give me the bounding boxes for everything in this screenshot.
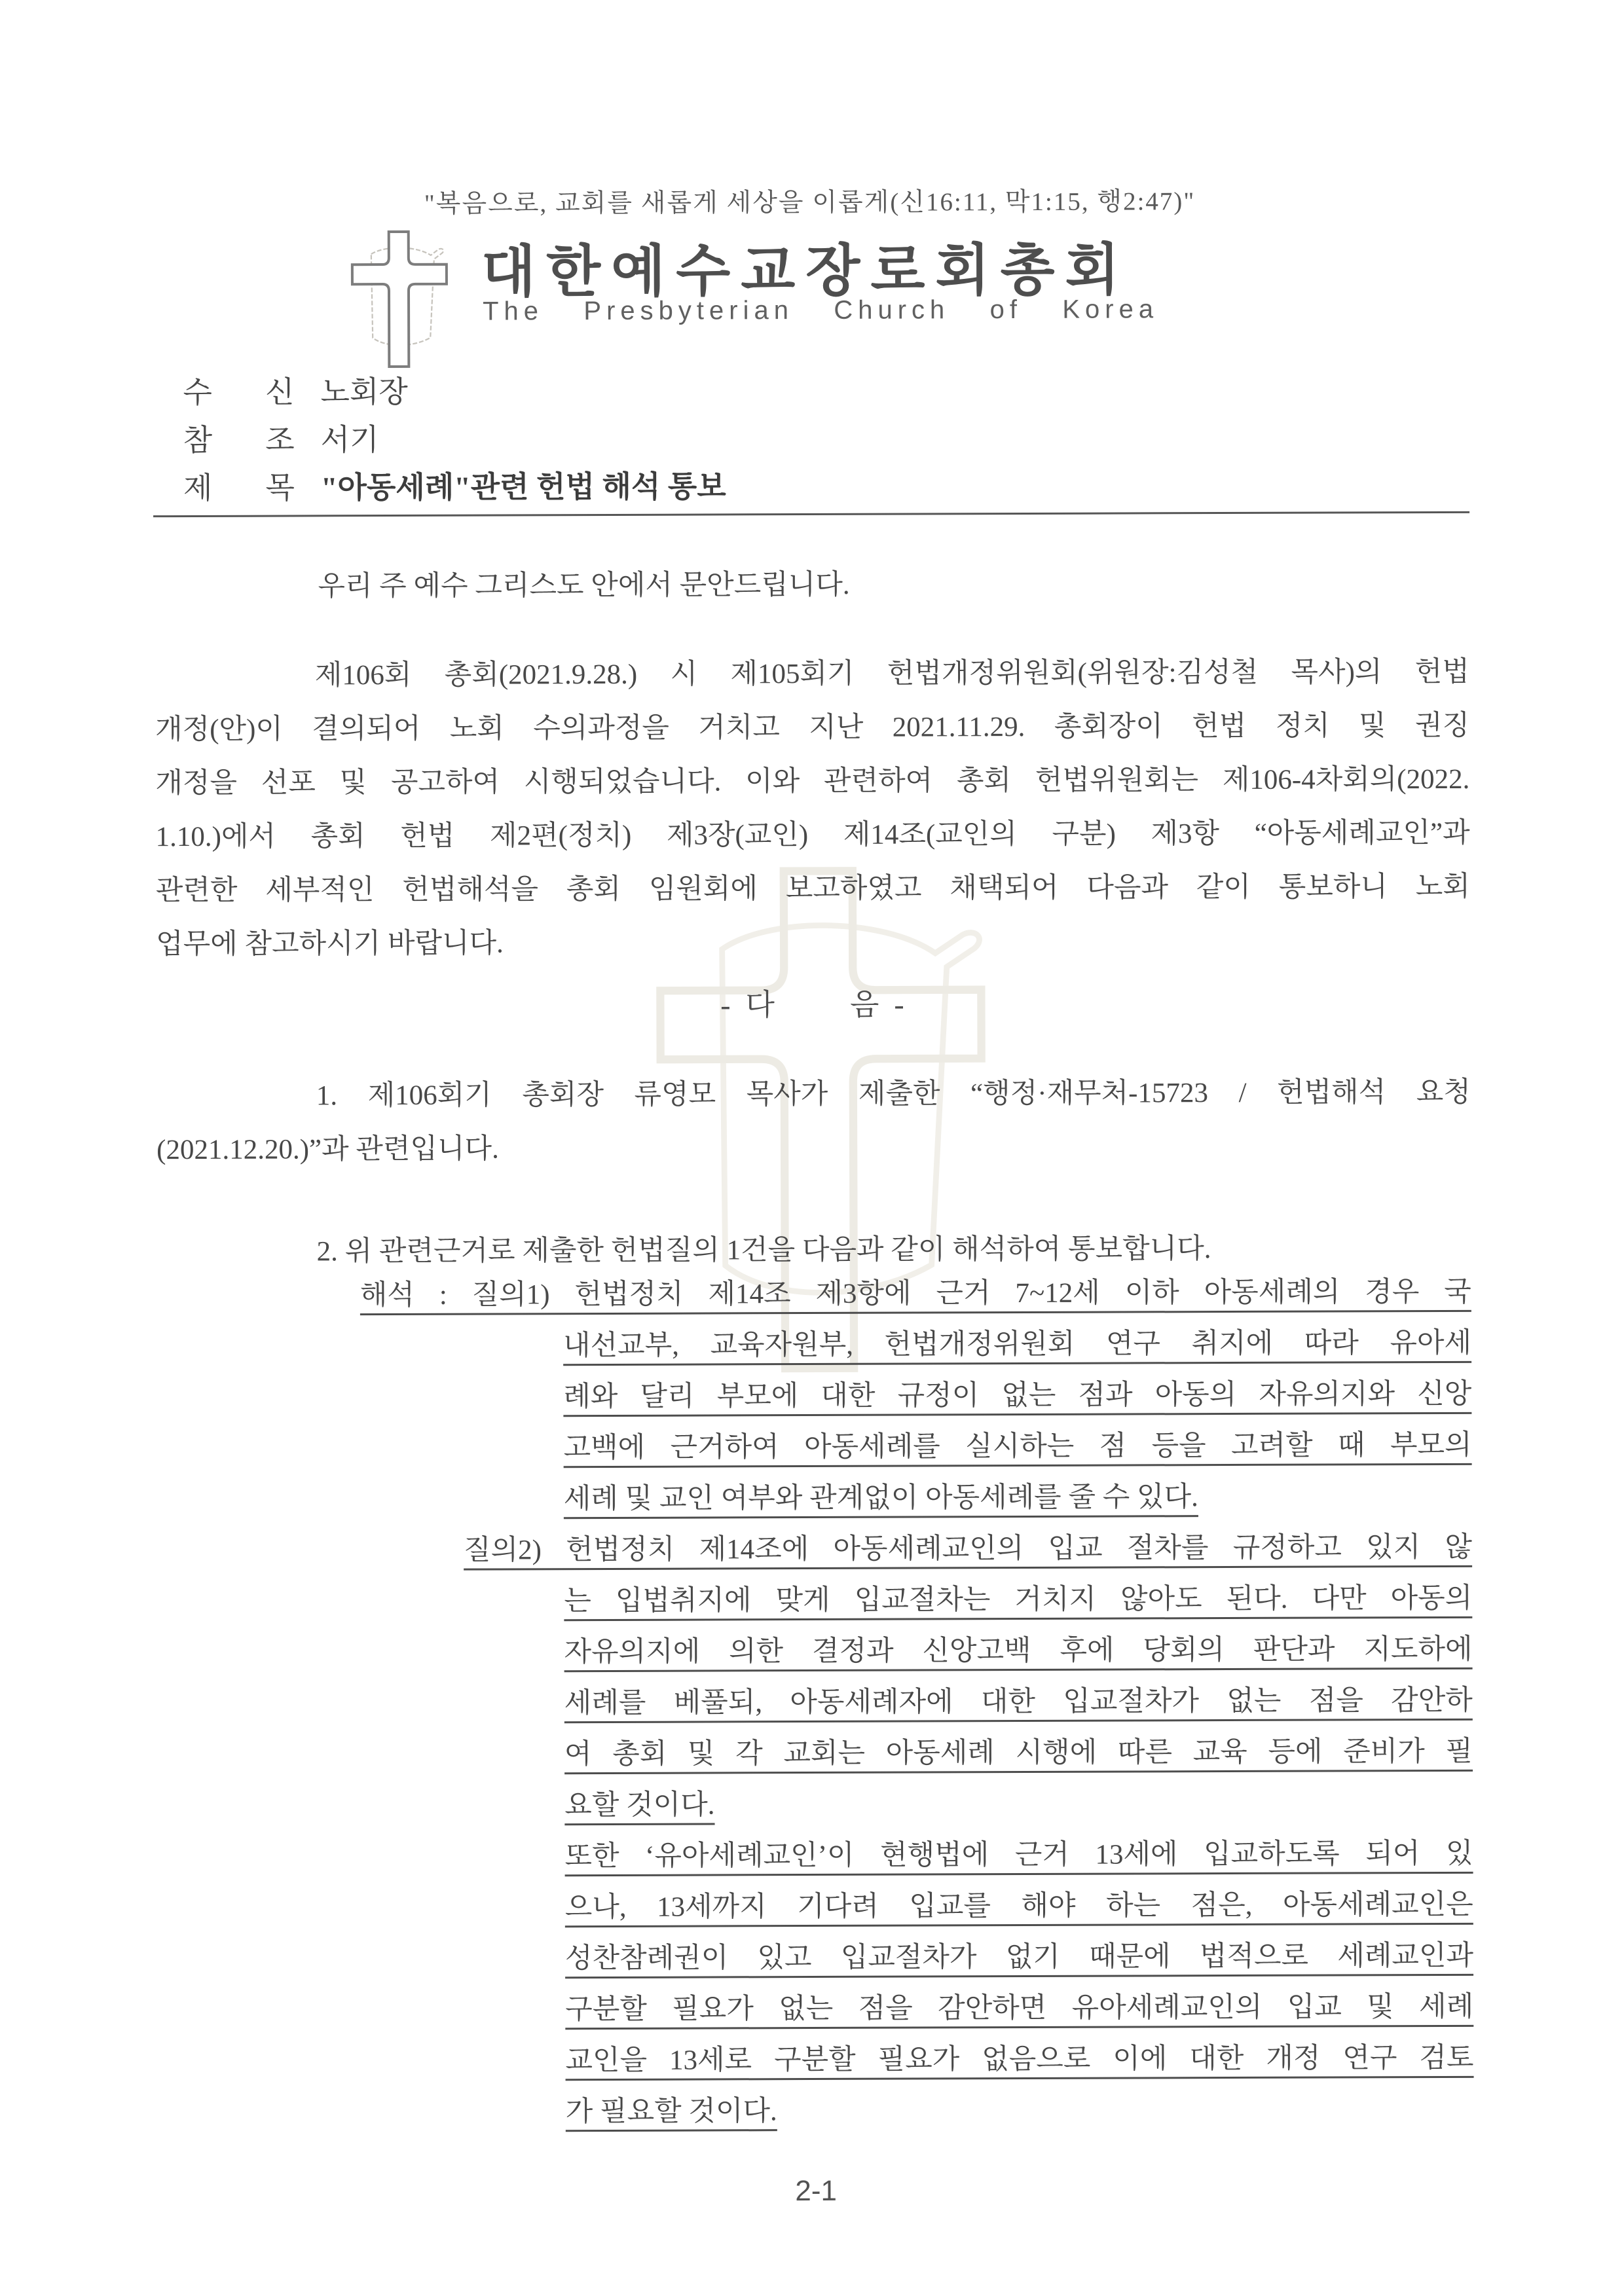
interpretation-line: 성찬참례권이 있고 입교절차가 없기 때문에 법적으로 세례교인과 [564,1940,1474,1975]
cc-value: 서기 [320,423,379,457]
interpretation-line: 구분할 필요가 없는 점을 감안하면 유아세례교인의 입교 및 세례 [565,1991,1474,2026]
subject-value: "아동세례"관련 헌법 해석 통보 [320,469,726,505]
body-line: 업무에 참고하시기 바랍니다. [156,928,504,960]
interpretation-line: 세례를 베풀되, 아동세례자에 대한 입교절차가 없는 점을 감안하 [564,1685,1473,1719]
interpretation-line: 질의2) 헌법정치 제14조에 아동세례교인의 입교 절차를 규정하고 있지 않 [463,1531,1473,1566]
interpretation-line: 으나, 13세까지 기다려 입교를 해야 하는 점은, 아동세례교인은 [564,1889,1473,1923]
interpretation-line: 례와 달리 부모에 대한 규정이 없는 점과 아동의 자유의지와 신앙 [563,1378,1472,1413]
interpretation-line: 자유의지에 의한 결정과 신앙고백 후에 당회의 판단과 지도하에 [564,1633,1473,1668]
body-line: 개정을 선포 및 공고하여 시행되었습니다. 이와 관련하여 총회 헌법위원회는 제106-4차회의(2022. [155,763,1470,799]
interpretation-line: 세례 및 교인 여부와 관계없이 아동세례를 줄 수 있다. [563,1482,1198,1515]
interpretation-line: 교인을 13세로 구분할 필요가 없음으로 이에 대한 개정 연구 검토 [565,2042,1474,2077]
interpretation-line: 해석 : 질의1) 헌법정치 제14조 제3항에 근거 7~12세 이하 아동세례의 경우 국 [360,1276,1471,1311]
interpretation-line: 또한 ‘유아세례교인’이 현행법에 근거 13세에 입교하도록 되어 있 [564,1838,1473,1872]
org-title: 대한예수교장로회총회 [481,238,1130,304]
item1-line: (2021.12.20.)”과 관련입니다. [157,1133,499,1166]
body-line: 1.10.)에서 총회 헌법 제2편(정치) 제3장(교인) 제14조(교인의 구분) 제3항 “아동세례교인”과 [155,817,1470,853]
interpretation-line: 요할 것이다. [564,1789,715,1821]
section-divider: - 다 음 - [720,987,904,1022]
item2-line: 2. 위 관련근거로 제출한 헌법질의 1건을 다음과 같이 해석하여 통보합니다. [316,1233,1211,1267]
cc-label: 참 조 [183,423,295,458]
interpretation-line: 내선교부, 교육자원부, 헌법개정위원회 연구 취지에 따라 유아세 [563,1327,1472,1362]
recipient-value: 노회장 [320,374,408,409]
body-line: 제106회 총회(2021.9.28.) 시 제105회기 헌법개정위원회(위원장:김성철 목사)의 헌법 [314,656,1469,691]
interpretation-line: 는 입법취지에 맞게 입교절차는 거치지 않아도 된다. 다만 아동의 [564,1582,1473,1617]
page-number: 2-1 [795,2174,837,2208]
interpretation-line: 여 총회 및 각 교회는 아동세례 시행에 따른 교육 등에 준비가 필 [564,1736,1473,1770]
greeting-line: 우리 주 예수 그리스도 안에서 문안드립니다. [318,569,850,602]
interpretation-line: 고백에 근거하여 아동세례를 실시하는 점 등을 고려할 때 부모의 [563,1429,1472,1464]
header-divider-line [153,511,1469,517]
interpretation-line: 가 필요할 것이다. [565,2096,777,2128]
body-line: 관련한 세부적인 헌법해석을 총회 임원회에 보고하였고 채택되어 다음과 같이 통보하니 노회 [155,871,1470,907]
subject-label: 제 목 [183,471,295,505]
recipient-label: 수 신 [183,375,295,410]
church-cross-logo-icon [348,228,454,379]
item1-line: 1. 제106회기 총회장 류영모 목사가 제출한 “행정·재무처-15723 / 헌법해석 요청 [316,1076,1471,1112]
body-line: 개정(안)이 결의되어 노회 수의과정을 거치고 지난 2021.11.29. 총회장이 헌법 정치 및 권징 [155,710,1470,746]
header-slogan: "복음으로, 교회를 새롭게 세상을 이롭게(신16:11, 막1:15, 행2:47)" [424,187,1196,218]
org-subtitle-en: The Presbyterian Church of Korea [483,295,1159,326]
